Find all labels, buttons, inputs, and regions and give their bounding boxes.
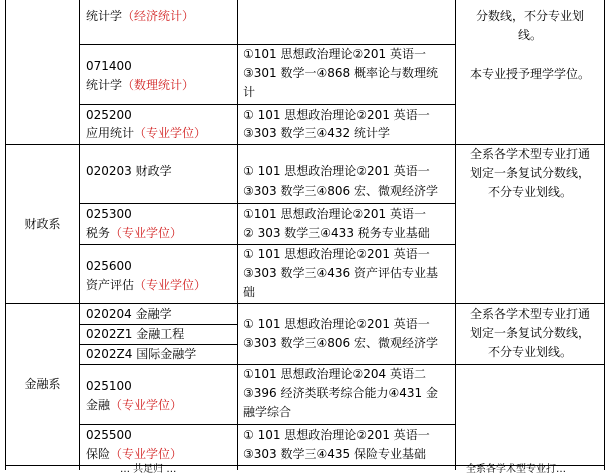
note-line: 划定一条复试分数线，: [469, 166, 590, 180]
exam-line: ③303 数学三④436 资产评估专业基: [243, 266, 438, 280]
partial-row-note: 全系各学术型专业打…: [466, 464, 566, 475]
note-line: 分数线，不分专业划: [475, 9, 584, 23]
note-line: 不分专业划线。: [487, 185, 572, 199]
exam-line: ③303 数学三④806 宏、微观经济学: [243, 336, 438, 350]
program-code: 025500: [86, 428, 132, 442]
note-line: 不分专业划线。: [487, 345, 572, 359]
program-code: 025100: [86, 379, 132, 393]
department-label: 金融系: [24, 377, 61, 391]
note-line: 本专业授予理学学位。: [469, 67, 590, 81]
exam-line: ① 101 思想政治理论②201 英语一: [243, 108, 430, 122]
row-divider: [79, 424, 455, 425]
column-divider: [79, 0, 80, 470]
exam-line: ①101 思想政治理论②204 英语二: [243, 367, 426, 381]
exam-line: ① 101 思想政治理论②201 英语一: [243, 317, 430, 331]
program-name: 统计学（数理统计）: [86, 78, 195, 92]
program-name: 资产评估（专业学位）: [86, 278, 207, 292]
program-name: 统计学（经济统计）: [86, 9, 195, 23]
row-divider: [79, 44, 455, 45]
exam-line: ① 101 思想政治理论②201 英语一: [243, 164, 430, 178]
row-divider: [79, 104, 455, 105]
program-name: 020203 财政学: [86, 164, 172, 178]
row-divider: [79, 344, 237, 345]
program-code: 025200: [86, 108, 132, 122]
exam-line: ③301 数学一④868 概率论与数理统: [243, 66, 438, 80]
department-label: 财政系: [24, 217, 61, 231]
column-divider: [237, 0, 238, 470]
exam-line: 础: [243, 285, 256, 299]
program-code: 025300: [86, 207, 132, 221]
exam-line: ① 101 思想政治理论②201 英语一: [243, 247, 430, 261]
program-name: 0202Z1 金融工程: [86, 327, 185, 341]
exam-line: ③396 经济类联考综合能力④431 金: [243, 386, 438, 400]
program-name: 020204 金融学: [86, 307, 172, 321]
exam-line: ② 303 数学三④433 税务专业基础: [243, 226, 430, 240]
table-border-left: [5, 0, 6, 470]
exam-line: ①101 思想政治理论②201 英语一: [243, 207, 426, 221]
table-border-right: [604, 0, 605, 470]
row-divider: [79, 324, 237, 325]
note-line: 线。: [517, 28, 542, 42]
program-name: 应用统计（专业学位）: [86, 126, 207, 140]
exam-line: ③303 数学三④806 宏、微观经济学: [243, 184, 438, 198]
exam-line: ③303 数学三④435 保险专业基础: [243, 447, 426, 461]
program-code: 071400: [86, 59, 132, 73]
row-divider: [79, 364, 605, 365]
exam-line: ①101 思想政治理论②201 英语一: [243, 47, 426, 61]
exam-line: 计: [243, 85, 256, 99]
group-divider: [5, 144, 605, 145]
program-name: 保险（专业学位）: [86, 447, 183, 461]
program-name: 金融（专业学位）: [86, 398, 183, 412]
exam-line: ① 101 思想政治理论②201 英语一: [243, 428, 430, 442]
note-line: 全系各学术型专业打通: [469, 147, 590, 161]
program-code: 025600: [86, 259, 132, 273]
note-line: 全系各学术型专业打通: [469, 307, 590, 321]
group-divider: [5, 303, 605, 304]
row-divider: [79, 244, 455, 245]
exam-line: 融学综合: [243, 405, 292, 419]
note-line: 划定一条复试分数线，: [469, 326, 590, 340]
program-name: 0202Z4 国际金融学: [86, 347, 197, 361]
program-name: 税务（专业学位）: [86, 226, 183, 240]
partial-row-name: … 共足归 …: [120, 464, 177, 475]
exam-line: ③303 数学三④432 统计学: [243, 126, 390, 140]
row-divider: [79, 203, 455, 204]
